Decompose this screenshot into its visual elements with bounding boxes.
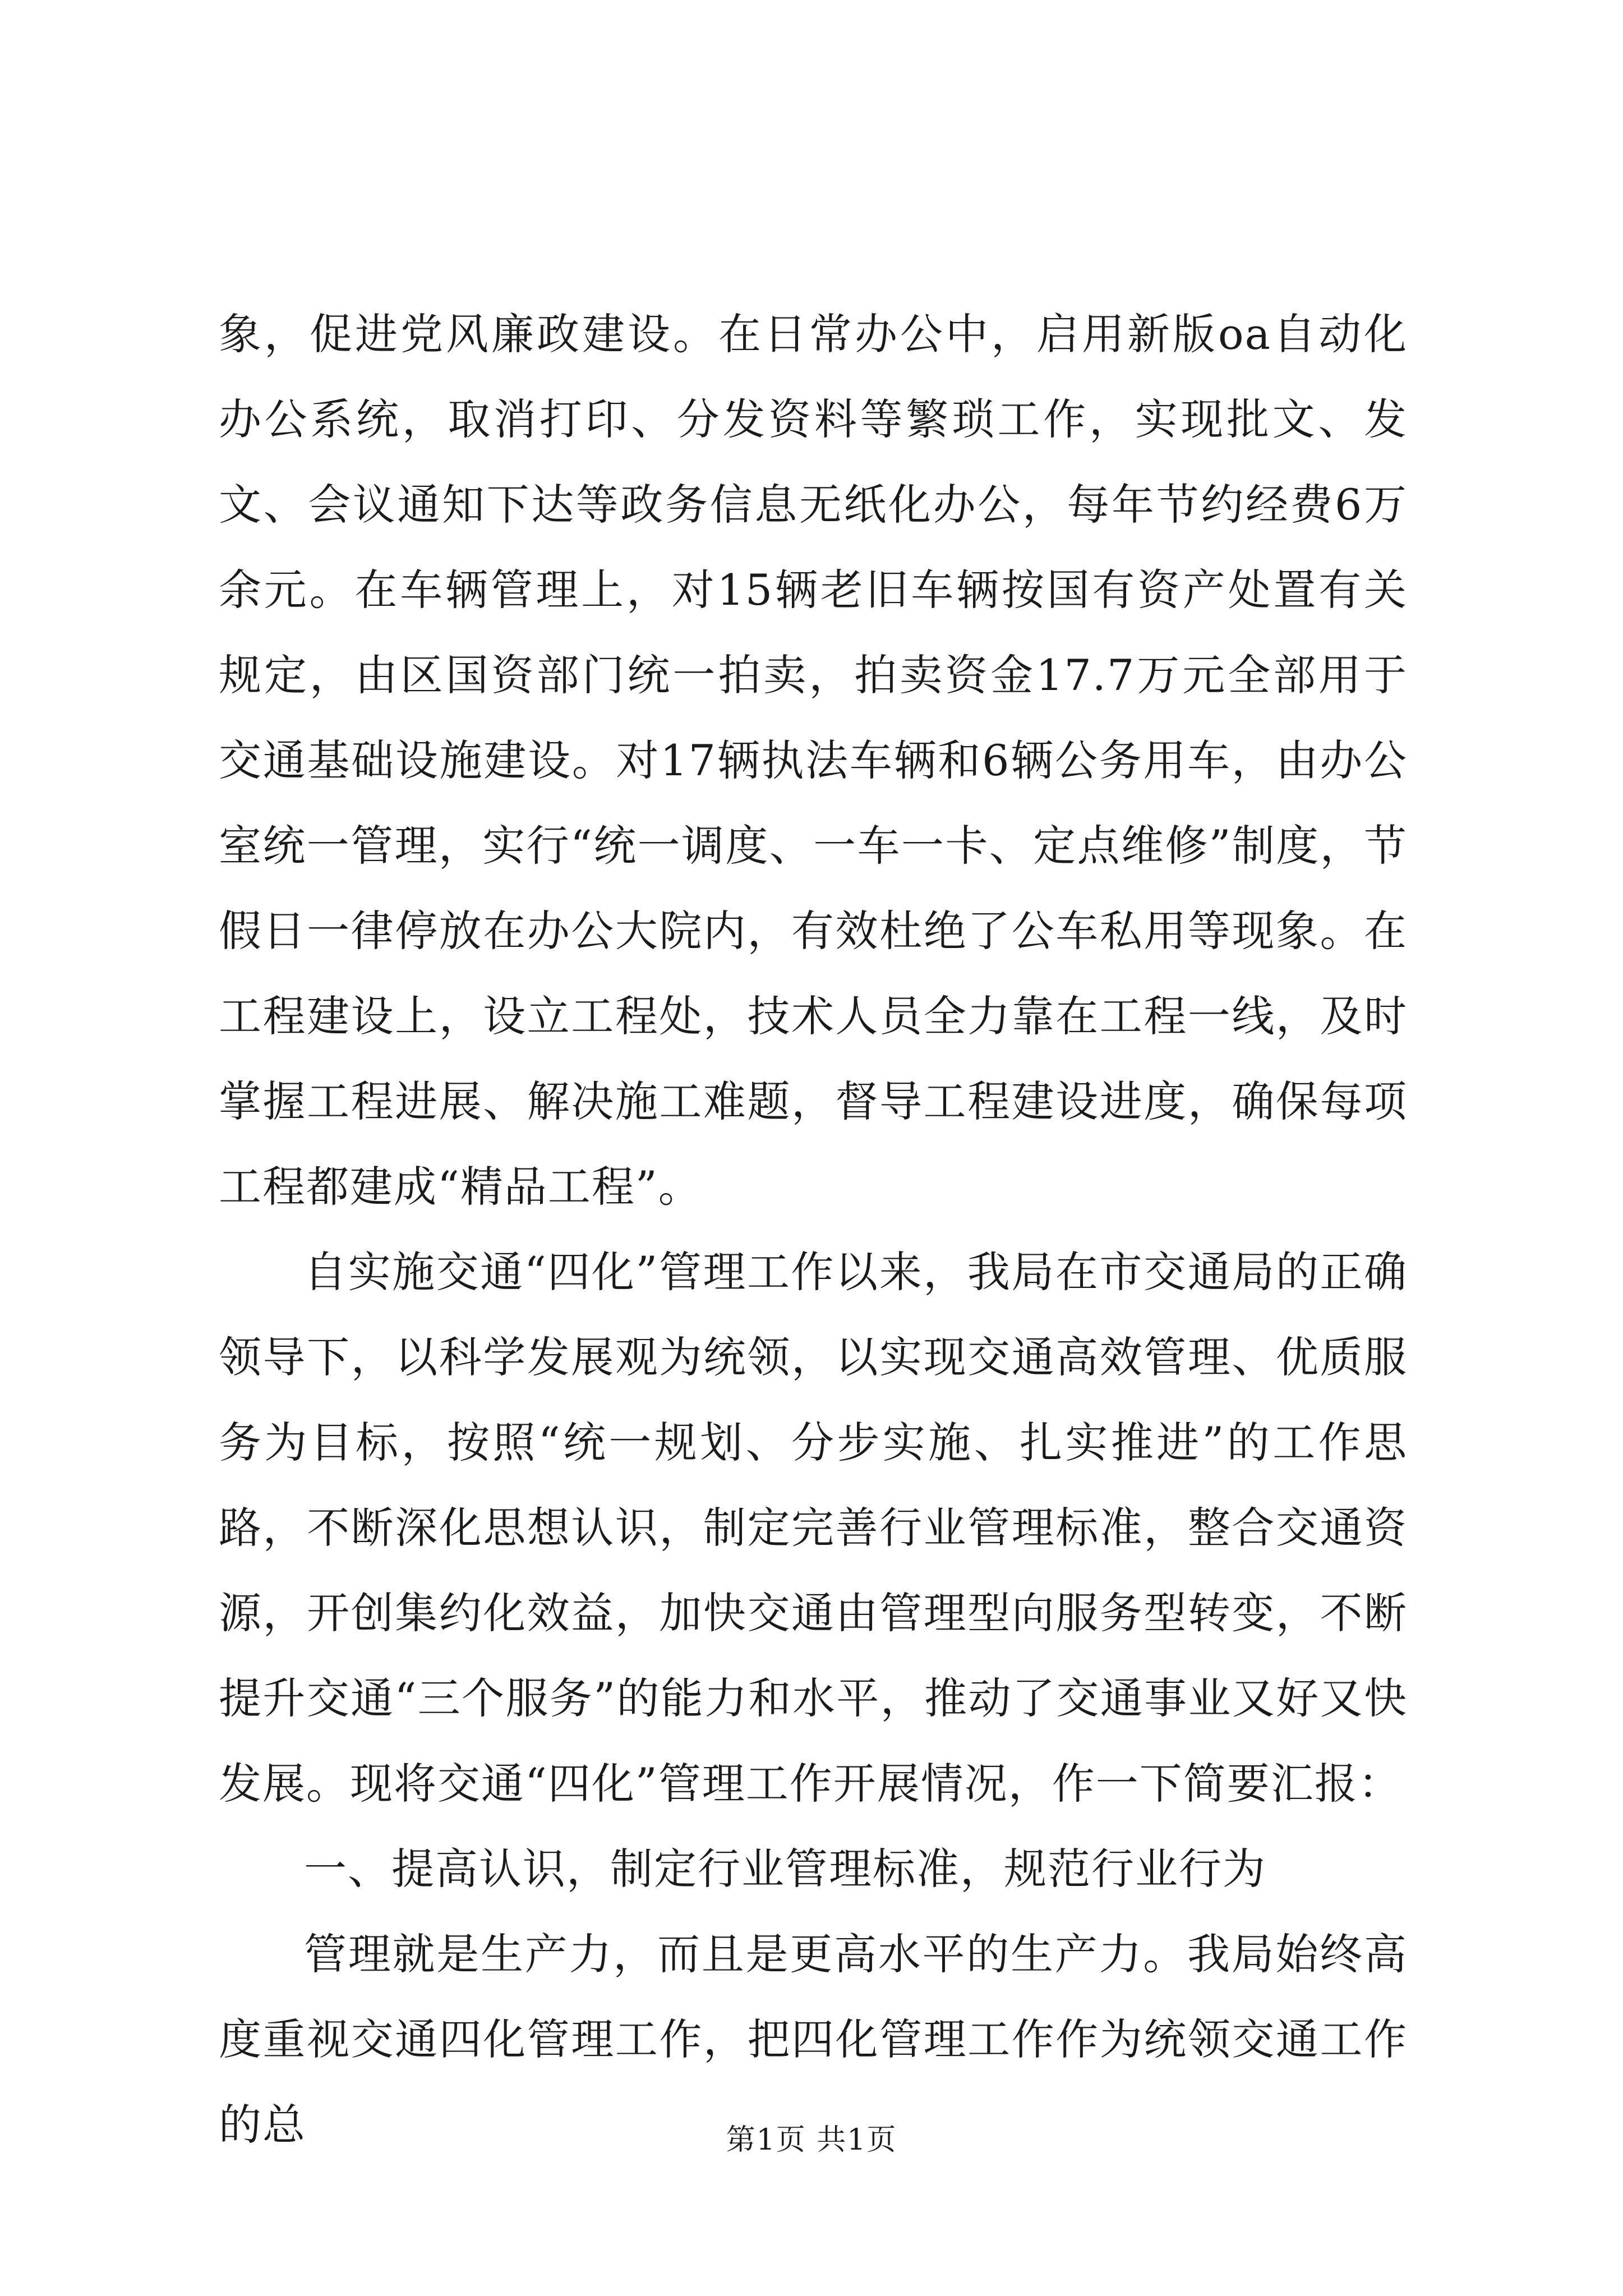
paragraph-continuation: 象，促进党风廉政建设。在日常办公中，启用新版oa自动化办公系统，取消打印、分发资料等繁琐工作，实现批文、发文、会议通知下达等政务信息无纸化办公，每年节约经费6万余元。在车辆管理上，对15辆老旧车辆按国有资产处置有关规定，由区国资部门统一拍卖，拍卖资金17.7万元全部用于交通基础设施建设。对17辆执法车辆和6辆公务用车，由办公室统一管理，实行“统一调度、一车一卡、定点维修”制度，节假日一律停放在办公大院内，有效杜绝了公车私用等现象。在工程建设上，设立工程处，技术人员全力靠在工程一线，及时掌握工程进展、解决施工难题，督导工程建设进度，确保每项工程都建成“精品工程”。	[219, 309, 1408, 1212]
paragraph-section-body: 管理就是生产力，而且是更高水平的生产力。我局始终高度重视交通四化管理工作，把四化管理工作作为统领交通工作的总	[219, 1929, 1408, 2150]
paragraph-intro: 自实施交通“四化”管理工作以来，我局在市交通局的正确领导下，以科学发展观为统领，以实现交通高效管理、优质服务为目标，按照“统一规划、分步实施、扎实推进”的工作思路，不断深化思想认识，制定完善行业管理标准，整合交通资源，开创集约化效益，加快交通由管理型向服务型转变，不断提升交通“三个服务”的能力和水平，推动了交通事业又好又快发展。现将交通“四化”管理工作开展情况，作一下简要汇报：	[219, 1247, 1408, 1809]
document-body	[219, 292, 1408, 2168]
page-number-footer: 第1页 共1页	[726, 2123, 897, 2157]
section-heading: 一、提高认识，制定行业管理标准，规范行业行为	[304, 1844, 1266, 1894]
